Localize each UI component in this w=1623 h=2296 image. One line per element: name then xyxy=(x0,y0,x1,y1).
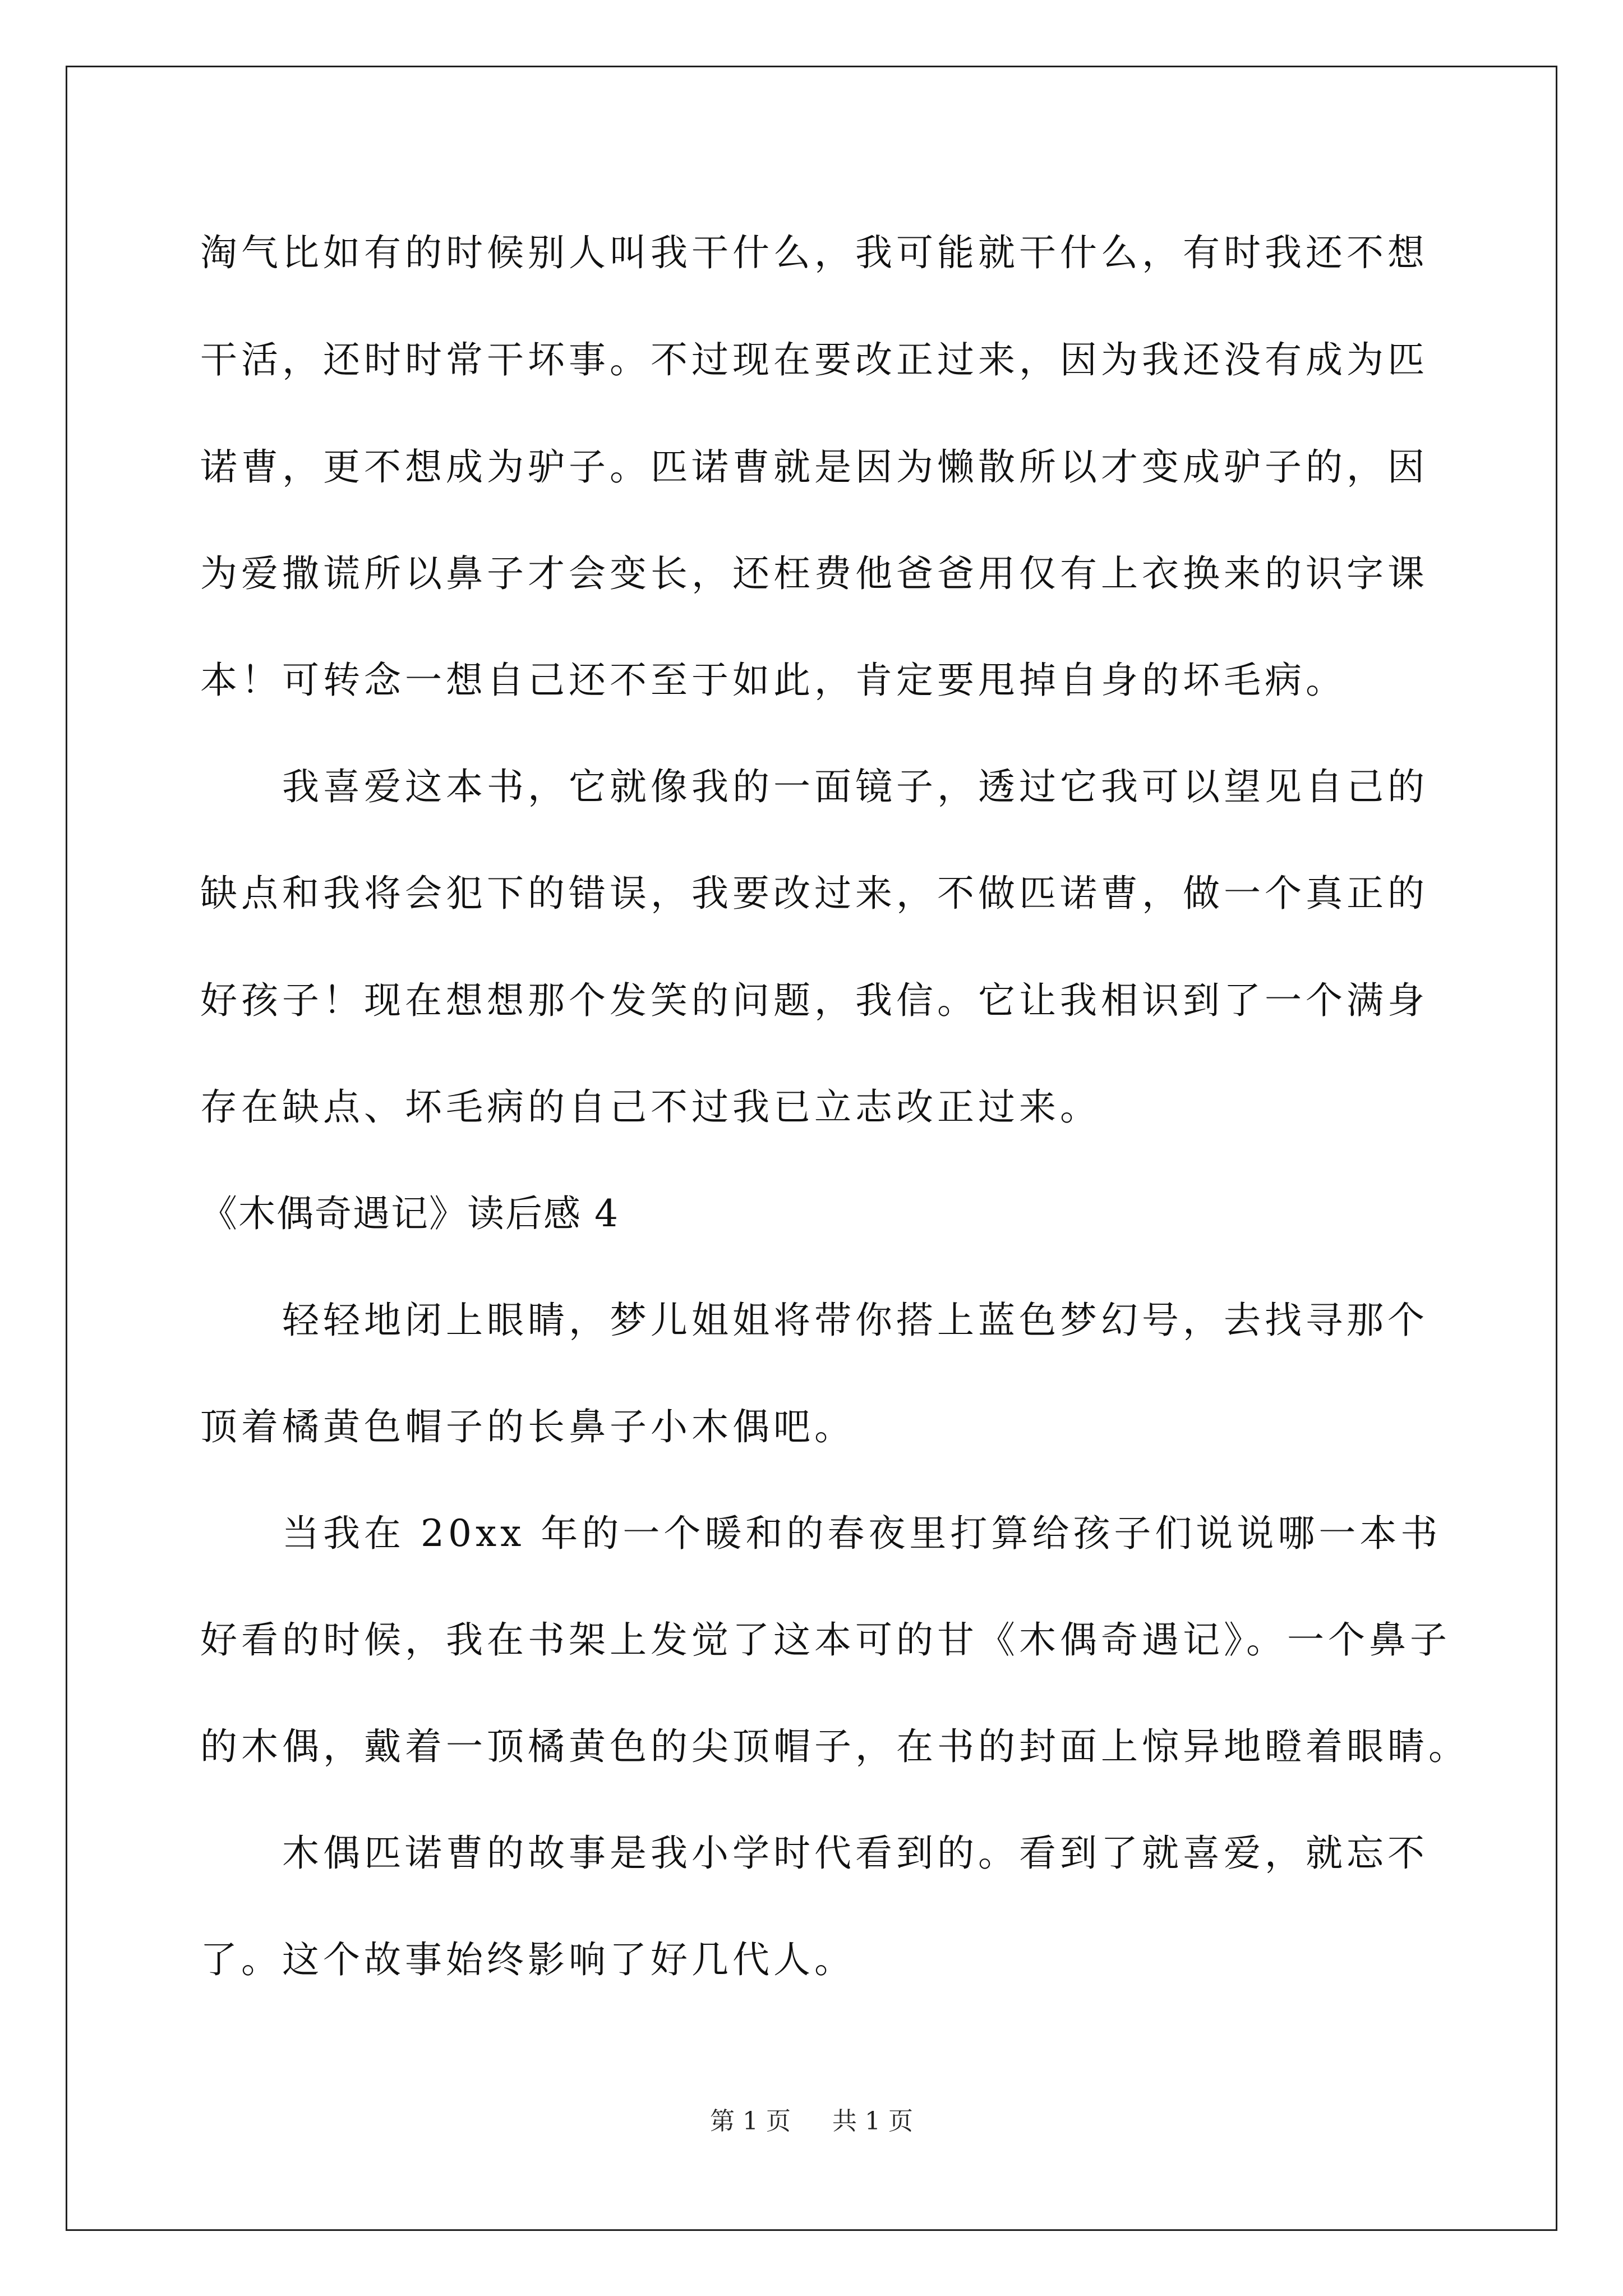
page-number: 第 1 页 xyxy=(710,2107,791,2136)
text-line: 木偶匹诺曹的故事是我小学时代看到的。看到了就喜爱，就忘不 xyxy=(282,1832,1428,1875)
text-line: 干活，还时时常干坏事。不过现在要改正过来，因为我还没有成为匹 xyxy=(200,338,1428,381)
text-line: 了。这个故事始终影响了好几代人。 xyxy=(200,1938,855,1981)
page-border xyxy=(66,66,1557,2231)
text-line: 淘气比如有的时候别人叫我干什么，我可能就干什么，有时我还不想 xyxy=(200,231,1428,274)
text-line: 缺点和我将会犯下的错误，我要改过来，不做匹诺曹，做一个真正的 xyxy=(200,872,1428,915)
text-line: 诺曹，更不想成为驴子。匹诺曹就是因为懒散所以才变成驴子的，因 xyxy=(200,445,1428,489)
page-total: 共 1 页 xyxy=(832,2107,913,2136)
page-footer xyxy=(0,2105,1623,2138)
text-line: 当我在 20xx 年的一个暖和的春夜里打算给孩子们说说哪一本书 xyxy=(282,1512,1442,1555)
text-line: 存在缺点、坏毛病的自己不过我已立志改正过来。 xyxy=(200,1085,1101,1129)
text-line: 为爱撒谎所以鼻子才会变长，还枉费他爸爸用仅有上衣换来的识字课 xyxy=(200,552,1428,595)
text-line: 轻轻地闭上眼睛，梦儿姐姐将带你搭上蓝色梦幻号，去找寻那个 xyxy=(282,1299,1428,1342)
text-line: 我喜爱这本书，它就像我的一面镜子，透过它我可以望见自己的 xyxy=(282,765,1428,808)
section-heading: 《木偶奇遇记》读后感 4 xyxy=(200,1192,619,1235)
text-line: 好孩子！现在想想那个发笑的问题，我信。它让我相识到了一个满身 xyxy=(200,979,1428,1022)
text-line: 本！可转念一想自己还不至于如此，肯定要甩掉自身的坏毛病。 xyxy=(200,659,1347,702)
text-line: 顶着橘黄色帽子的长鼻子小木偶吧。 xyxy=(200,1405,855,1448)
text-line: 好看的时候，我在书架上发觉了这本可的甘《木偶奇遇记》。一个鼻子 xyxy=(200,1618,1451,1662)
text-line: 的木偶，戴着一顶橘黄色的尖顶帽子，在书的封面上惊异地瞪着眼睛。 xyxy=(200,1725,1469,1768)
